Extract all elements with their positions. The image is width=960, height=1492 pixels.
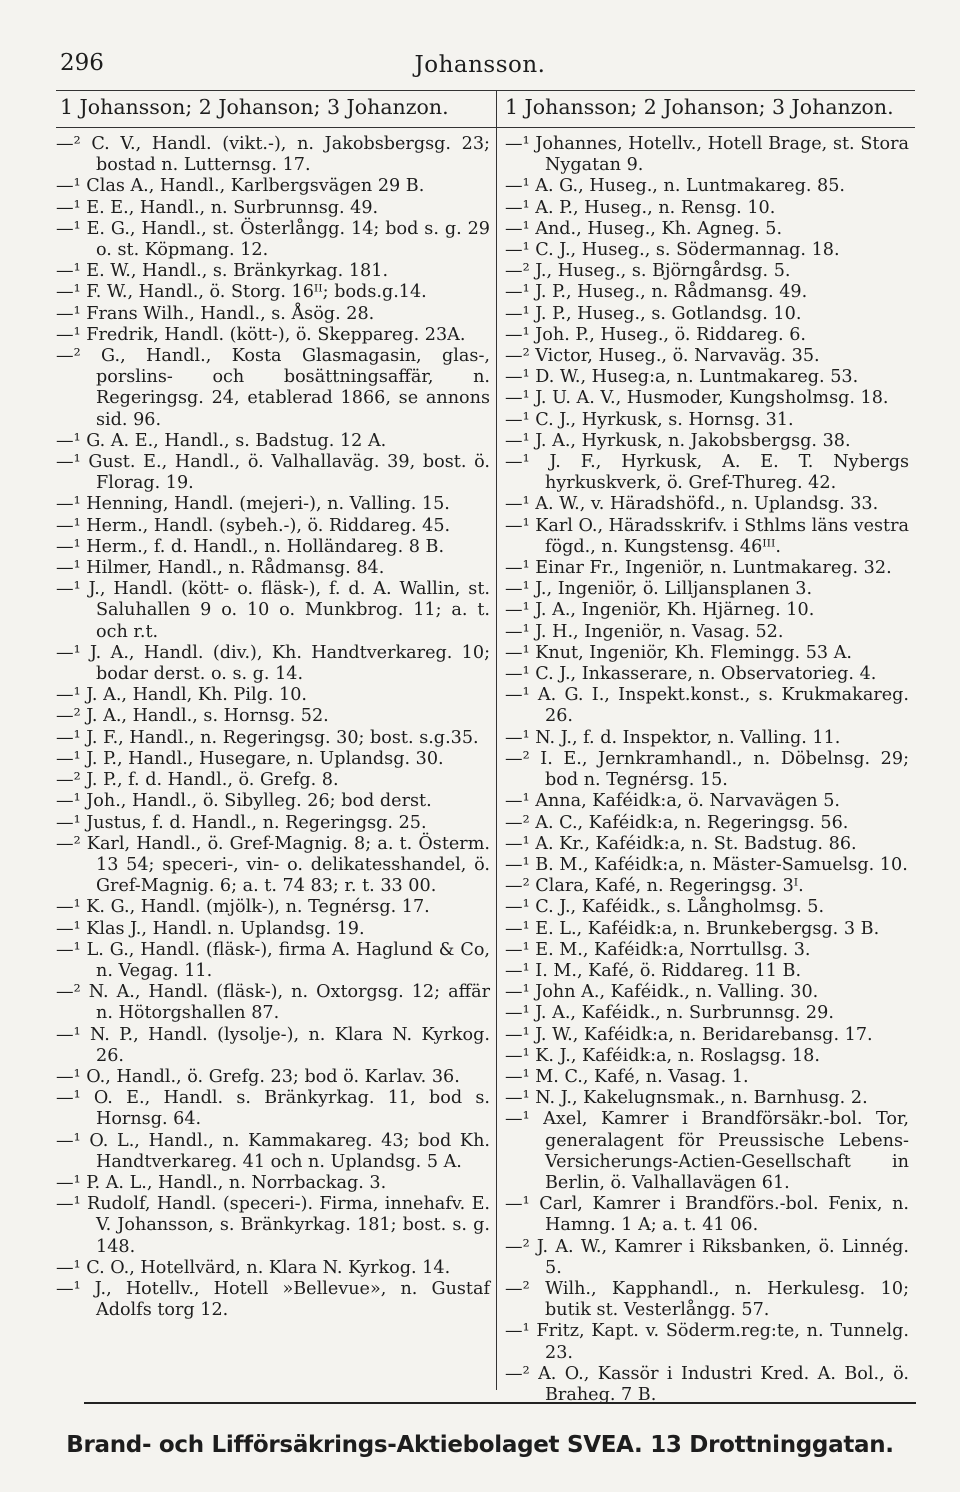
directory-entry: —¹ A. G. I., Inspekt.konst., s. Krukmakareg. 26.	[505, 685, 909, 727]
directory-entry: —¹ Rudolf, Handl. (speceri-). Firma, innehafv. E. V. Johansson, s. Bränkyrkag. 181; bost. s. g. 148.	[56, 1194, 490, 1257]
directory-entry: —² A. C., Kaféidk:a, n. Regeringsg. 56.	[505, 812, 849, 833]
directory-entry: —¹ E. L., Kaféidk:a, n. Brunkebergsg. 3 B.	[505, 918, 880, 939]
directory-entry: —¹ Gust. E., Handl., ö. Valhallaväg. 39, bost. ö. Florag. 19.	[56, 452, 490, 494]
directory-entry: —¹ J. P., Handl., Husegare, n. Uplandsg. 30.	[56, 748, 444, 769]
directory-entry: —¹ J. A., Hyrkusk, n. Jakobsbergsg. 38.	[505, 430, 851, 451]
directory-entry: —¹ Johannes, Hotellv., Hotell Brage, st. Stora Nygatan 9.	[505, 134, 909, 176]
directory-entry: —¹ P. A. L., Handl., n. Norrbackag. 3.	[56, 1172, 387, 1193]
directory-entry: —¹ And., Huseg., Kh. Agneg. 5.	[505, 218, 783, 239]
directory-entry: —¹ A. P., Huseg., n. Rensg. 10.	[505, 197, 776, 218]
directory-entry: —¹ E. M., Kaféidk:a, Norrtullsg. 3.	[505, 939, 811, 960]
directory-entry: —¹ Herm., Handl. (sybeh.-), ö. Riddareg. 45.	[56, 515, 451, 536]
running-head: Johansson.	[414, 52, 546, 78]
directory-entry: —¹ Fredrik, Handl. (kött-), ö. Skeppareg. 23A.	[56, 324, 466, 345]
directory-entry: —¹ Axel, Kamrer i Brandförsäkr.-bol. Tor, generalagent för Preussische Lebens-Versicherungs-Actien-Gesellschaft in Berlin, ö. Valhallavägen 61.	[505, 1109, 909, 1193]
directory-entry: —¹ J. A., Kaféidk., n. Surbrunnsg. 29.	[505, 1003, 834, 1024]
directory-entry: —¹ O. E., Handl. s. Bränkyrkag. 11, bod s. Hornsg. 64.	[56, 1088, 490, 1130]
directory-entry: —² J. A., Handl., s. Hornsg. 52.	[56, 706, 329, 727]
directory-entry: —¹ Frans Wilh., Handl., s. Åsög. 28.	[56, 303, 375, 324]
directory-entry: —¹ J. F., Handl., n. Regeringsg. 30; bost. s.g.35.	[56, 727, 479, 748]
directory-entry: —¹ N. P., Handl. (lysolje-), n. Klara N. Kyrkog. 26.	[56, 1024, 490, 1066]
directory-entry: —¹ John A., Kaféidk., n. Valling. 30.	[505, 982, 819, 1003]
directory-entry: —¹ J. A., Handl. (div.), Kh. Handtverkareg. 10; bodar derst. o. s. g. 14.	[56, 642, 490, 685]
directory-entry: —¹ J., Handl. (kött- o. fläsk-), f. d. A. Wallin, st. Saluhallen 9 o. 10 o. Munkbrog. 11; a. t. och r.t.	[56, 579, 490, 642]
directory-entry: —¹ D. W., Huseg:a, n. Luntmakareg. 53.	[505, 367, 859, 388]
directory-entry: —¹ C. J., Inkasserare, n. Observatorieg. 4.	[505, 664, 877, 685]
directory-entry: —¹ B. M., Kaféidk:a, n. Mäster-Samuelsg. 10.	[505, 854, 908, 875]
right-entry-list	[497, 128, 915, 1406]
left-column	[56, 90, 496, 1390]
directory-entry: —² G., Handl., Kosta Glasmagasin, glas-, porslins- och bosättningsaffär, n. Regeringsg. 24, etablerad 1866, se annons sid. 96.	[56, 346, 490, 430]
directory-entry: —¹ K. G., Handl. (mjölk-), n. Tegnérsg. 17.	[56, 897, 430, 918]
directory-entry: —¹ A. G., Huseg., n. Luntmakareg. 85.	[505, 176, 845, 197]
directory-entry: —¹ Einar Fr., Ingeniör, n. Luntmakareg. 32.	[505, 558, 892, 579]
directory-entry: —¹ Herm., f. d. Handl., n. Holländareg. 8 B.	[56, 536, 445, 557]
directory-entry: —¹ C. J., Kaféidk., s. Långholmsg. 5.	[505, 897, 825, 918]
directory-entry: —¹ J. A., Handl, Kh. Pilg. 10.	[56, 685, 308, 706]
directory-entry: —¹ J., Ingeniör, ö. Lilljansplanen 3.	[505, 579, 813, 600]
directory-entry: —¹ J. A., Ingeniör, Kh. Hjärneg. 10.	[505, 600, 815, 621]
directory-entry: —¹ J. H., Ingeniör, n. Vasag. 52.	[505, 621, 784, 642]
footer-advertisement: Brand- och Lifförsäkrings-Aktiebolaget SVEA. 13 Drottninggatan.	[66, 1432, 894, 1458]
directory-entry: —¹ Clas A., Handl., Karlbergsvägen 29 B.	[56, 176, 425, 197]
directory-entry: —¹ Joh., Handl., ö. Sibylleg. 26; bod derst.	[56, 791, 432, 812]
directory-entry: —² J., Huseg., s. Björngårdsg. 5.	[505, 261, 791, 282]
directory-entry: —¹ A. W., v. Häradshöfd., n. Uplandsg. 33.	[505, 494, 879, 515]
directory-entry: —¹ J. F., Hyrkusk, A. E. T. Nybergs hyrkuskverk, ö. Gref-Thureg. 42.	[505, 452, 909, 494]
directory-entry: —² C. V., Handl. (vikt.-), n. Jakobsbergsg. 23; bostad n. Lutternsg. 17.	[56, 134, 490, 176]
directory-entry: —¹ N. J., Kakelugnsmak., n. Barnhusg. 2.	[505, 1088, 868, 1109]
directory-entry: —² I. E., Jernkramhandl., n. Döbelnsg. 29; bod n. Tegnérsg. 15.	[505, 748, 909, 791]
directory-entry: —² Victor, Huseg., ö. Narvaväg. 35.	[505, 346, 820, 367]
directory-entry: —¹ J. U. A. V., Husmoder, Kungsholmsg. 18.	[505, 388, 889, 409]
directory-entry: —¹ Knut, Ingeniör, Kh. Flemingg. 53 A.	[505, 642, 853, 663]
directory-entry: —¹ Joh. P., Huseg., ö. Riddareg. 6.	[505, 324, 807, 345]
directory-entry: —¹ Henning, Handl. (mejeri-), n. Valling. 15.	[56, 494, 450, 515]
left-column-header: 1 Johansson; 2 Johanson; 3 Johanzon.	[56, 90, 496, 128]
directory-entry: —¹ G. A. E., Handl., s. Badstug. 12 A.	[56, 430, 387, 451]
directory-entry: —¹ J. P., Huseg., s. Gotlandsg. 10.	[505, 303, 802, 324]
directory-entry: —¹ A. Kr., Kaféidk:a, n. St. Badstug. 86.	[505, 833, 857, 854]
directory-entry: —¹ J. W., Kaféidk:a, n. Beridarebansg. 17.	[505, 1024, 873, 1045]
directory-entry: —¹ O. L., Handl., n. Kammakareg. 43; bod Kh. Handtverkareg. 41 och n. Uplandsg. 5 A.	[56, 1130, 490, 1172]
directory-entry: —¹ C. J., Hyrkusk, s. Hornsg. 31.	[505, 409, 794, 430]
directory-entry: —¹ L. G., Handl. (fläsk-), firma A. Haglund & Co, n. Vegag. 11.	[56, 939, 490, 981]
directory-entry: —¹ E. E., Handl., n. Surbrunnsg. 49.	[56, 197, 379, 218]
directory-entry: —¹ E. W., Handl., s. Bränkyrkag. 181.	[56, 261, 389, 282]
page-number: 296	[60, 50, 104, 76]
directory-entry: —¹ Hilmer, Handl., n. Rådmansg. 84.	[56, 558, 385, 579]
directory-entry: —¹ M. C., Kafé, n. Vasag. 1.	[505, 1066, 749, 1087]
directory-entry: —¹ Klas J., Handl. n. Uplandsg. 19.	[56, 918, 365, 939]
right-column-header: 1 Johansson; 2 Johanson; 3 Johanzon.	[497, 90, 915, 128]
directory-entry: —² N. A., Handl. (fläsk-), n. Oxtorgsg. 12; affär n. Hötorgshallen 87.	[56, 982, 490, 1024]
directory-entry: —² J. A. W., Kamrer i Riksbanken, ö. Linnég. 5.	[505, 1236, 909, 1278]
directory-entry: —¹ Anna, Kaféidk:a, ö. Narvavägen 5.	[505, 791, 840, 812]
directory-entry: —¹ N. J., f. d. Inspektor, n. Valling. 11.	[505, 727, 841, 748]
directory-entry: —¹ Fritz, Kapt. v. Söderm.reg:te, n. Tunnelg. 23.	[505, 1321, 909, 1363]
directory-entry: —² Clara, Kafé, n. Regeringsg. 3ᴵ.	[505, 876, 804, 897]
right-column	[496, 90, 915, 1405]
directory-entry: —² J. P., f. d. Handl., ö. Grefg. 8.	[56, 770, 339, 791]
directory-entry: —¹ Carl, Kamrer i Brandförs.-bol. Fenix, n. Hamng. 1 A; a. t. 41 06.	[505, 1194, 909, 1236]
directory-entry: —¹ O., Handl., ö. Grefg. 23; bod ö. Karlav. 36.	[56, 1066, 460, 1087]
directory-entry: —¹ C. O., Hotellvärd, n. Klara N. Kyrkog. 14.	[56, 1257, 451, 1278]
directory-entry: —¹ K. J., Kaféidk:a, n. Roslagsg. 18.	[505, 1045, 820, 1066]
directory-entry: —¹ I. M., Kafé, ö. Riddareg. 11 B.	[505, 960, 802, 981]
directory-entry: —¹ F. W., Handl., ö. Storg. 16ᴵᴵ; bods.g.14.	[56, 282, 427, 303]
directory-entry: —¹ J. P., Huseg., n. Rådmansg. 49.	[505, 282, 808, 303]
directory-entry: —² Wilh., Kapphandl., n. Herkulesg. 10; butik st. Vesterlångg. 57.	[505, 1278, 909, 1321]
directory-columns	[56, 90, 918, 1405]
footer-rule	[84, 1402, 916, 1404]
left-entry-list	[56, 128, 496, 1321]
directory-entry: —¹ C. J., Huseg., s. Södermannag. 18.	[505, 240, 840, 261]
directory-entry: —² Karl, Handl., ö. Gref-Magnig. 8; a. t. Österm. 13 54; speceri-, vin- o. delikatesshandel, ö. Gref-Magnig. 6; a. t. 74 83; r. t. 33 00.	[56, 833, 490, 897]
directory-entry: —² A. O., Kassör i Industri Kred. A. Bol., ö. Braheg. 7 B.	[505, 1363, 909, 1405]
directory-entry: —¹ E. G., Handl., st. Österlångg. 14; bod s. g. 29 o. st. Köpmang. 12.	[56, 218, 490, 261]
directory-entry: —¹ Karl O., Häradsskrifv. i Sthlms läns vestra fögd., n. Kungstensg. 46ᴵᴵᴵ.	[505, 515, 909, 557]
directory-entry: —¹ Justus, f. d. Handl., n. Regeringsg. 25.	[56, 812, 427, 833]
directory-entry: —¹ J., Hotellv., Hotell »Bellevue», n. Gustaf Adolfs torg 12.	[56, 1278, 490, 1321]
